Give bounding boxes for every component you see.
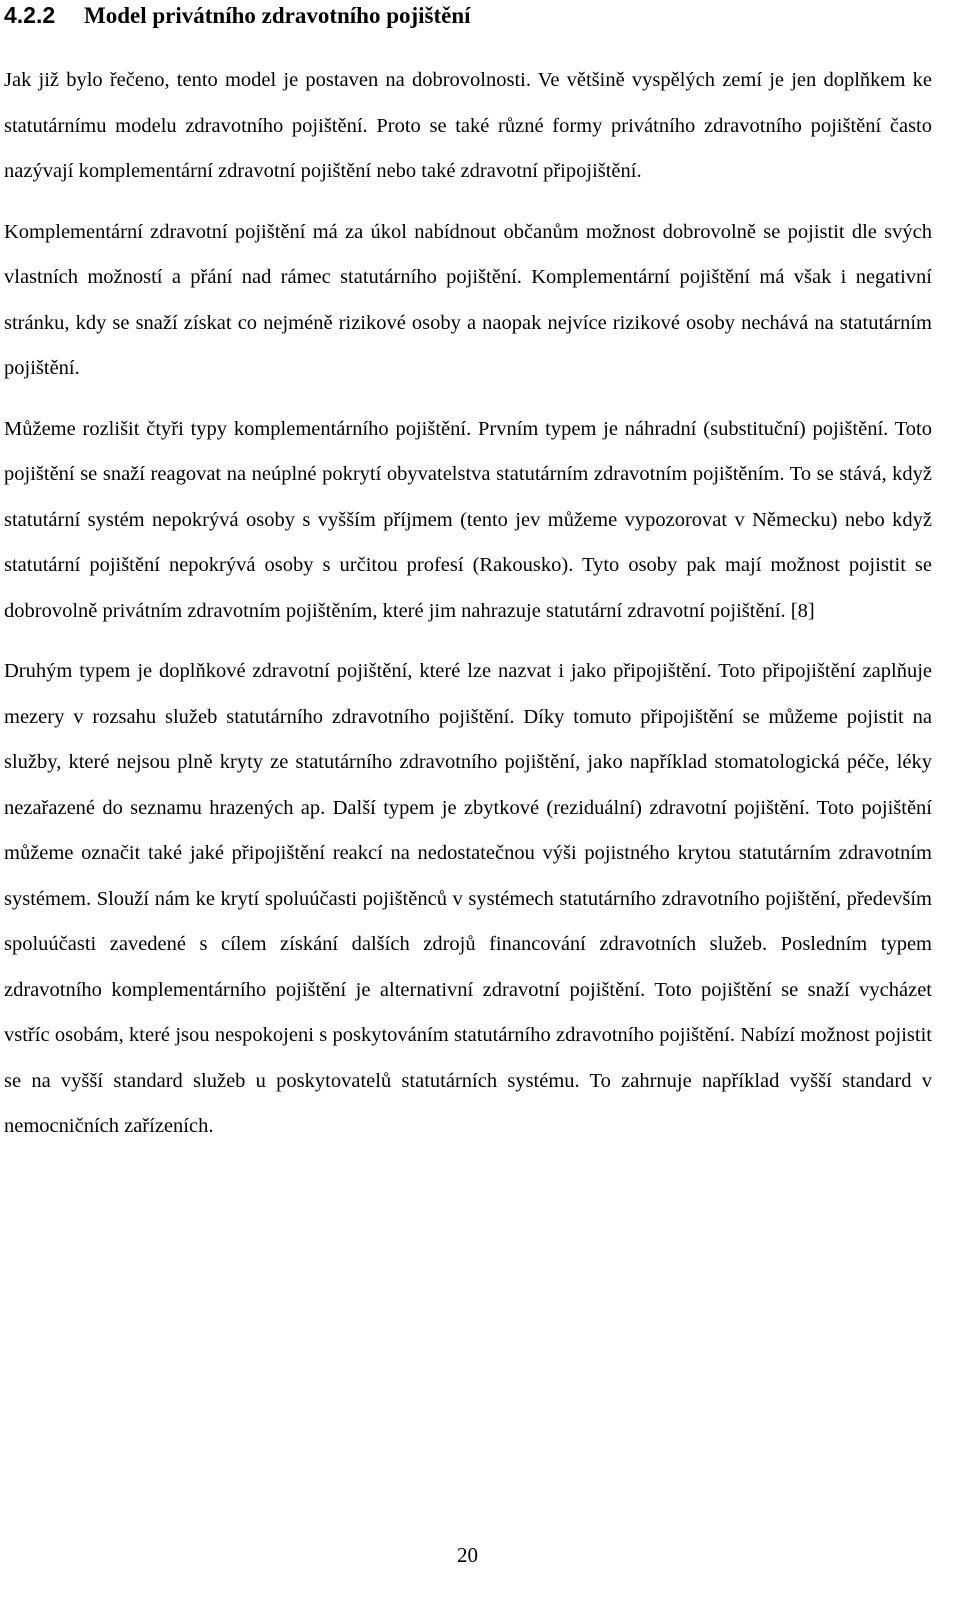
section-number: 4.2.2	[4, 2, 56, 28]
paragraph-4: Druhým typem je doplňkové zdravotní pojištění, které lze nazvat i jako připojištění. Toto připojištění zaplňuje mezery v rozsahu služeb statutárního zdravotního pojištění. Díky tomuto připojištění se můžeme pojistit na služby, které nejsou plně kryty ze statutárního zdravotního pojištění, jako například stomatologická péče, léky nezařazené do seznamu hrazených ap. Další typem je zbytkové (reziduální) zdravotní pojištění. Toto pojištění můžeme označit také jaké připojištění reakcí na nedostatečnou výši pojistného krytou statutárním zdravotním systémem. Slouží nám ke krytí spoluúčasti pojištěnců v systémech statutárního zdravotního pojištění, především spoluúčasti zavedené s cílem získání dalších zdrojů financování zdravotních služeb. Posledním typem zdravotního komplementárního pojištění je alternativní zdravotní pojištění. Toto pojištění se snaží vycházet vstříc osobám, které jsou nespokojeni s poskytováním statutárního zdravotního pojištění. Nabízí možnost pojistit se na vyšší standard služeb u poskytovatelů statutárních systému. To zahrnuje například vyšší standard v nemocničních zařízeních.	[4, 660, 932, 1137]
paragraph-1: Jak již bylo řečeno, tento model je postaven na dobrovolnosti. Ve většině vyspělých zemí je jen doplňkem ke statutárnímu modelu zdravotního pojištění. Proto se také různé formy privátního zdravotního pojištění často nazývají komplementární zdravotní pojištění nebo také zdravotní připojištění.	[4, 69, 932, 182]
paragraph-3: Můžeme rozlišit čtyři typy komplementárního pojištění. Prvním typem je náhradní (substituční) pojištění. Toto pojištění se snaží reagovat na neúplné pokrytí obyvatelstva statutárním zdravotním pojištěním. To se stává, když statutární systém nepokrývá osoby s vyšším příjmem (tento jev můžeme vypozorovat v Německu) nebo když statutární pojištění nepokrývá osoby s určitou profesí (Rakousko). Tyto osoby pak mají možnost pojistit se dobrovolně privátním zdravotním pojištěním, které jim nahrazuje statutární zdravotní pojištění. [8]	[4, 417, 932, 622]
body-text	[4, 58, 932, 1150]
section-heading	[4, 0, 944, 33]
paragraph-2: Komplementární zdravotní pojištění má za úkol nabídnout občanům možnost dobrovolně se pojistit dle svých vlastních možností a přání nad rámec statutárního pojištění. Komplementární pojištění má však i negativní stránku, kdy se snaží získat co nejméně rizikové osoby a naopak nejvíce rizikové osoby nechává na statutárním pojištění.	[4, 220, 932, 379]
section-title: Model privátního zdravotního pojištění	[84, 3, 471, 28]
page-number: 20	[457, 1543, 478, 1567]
